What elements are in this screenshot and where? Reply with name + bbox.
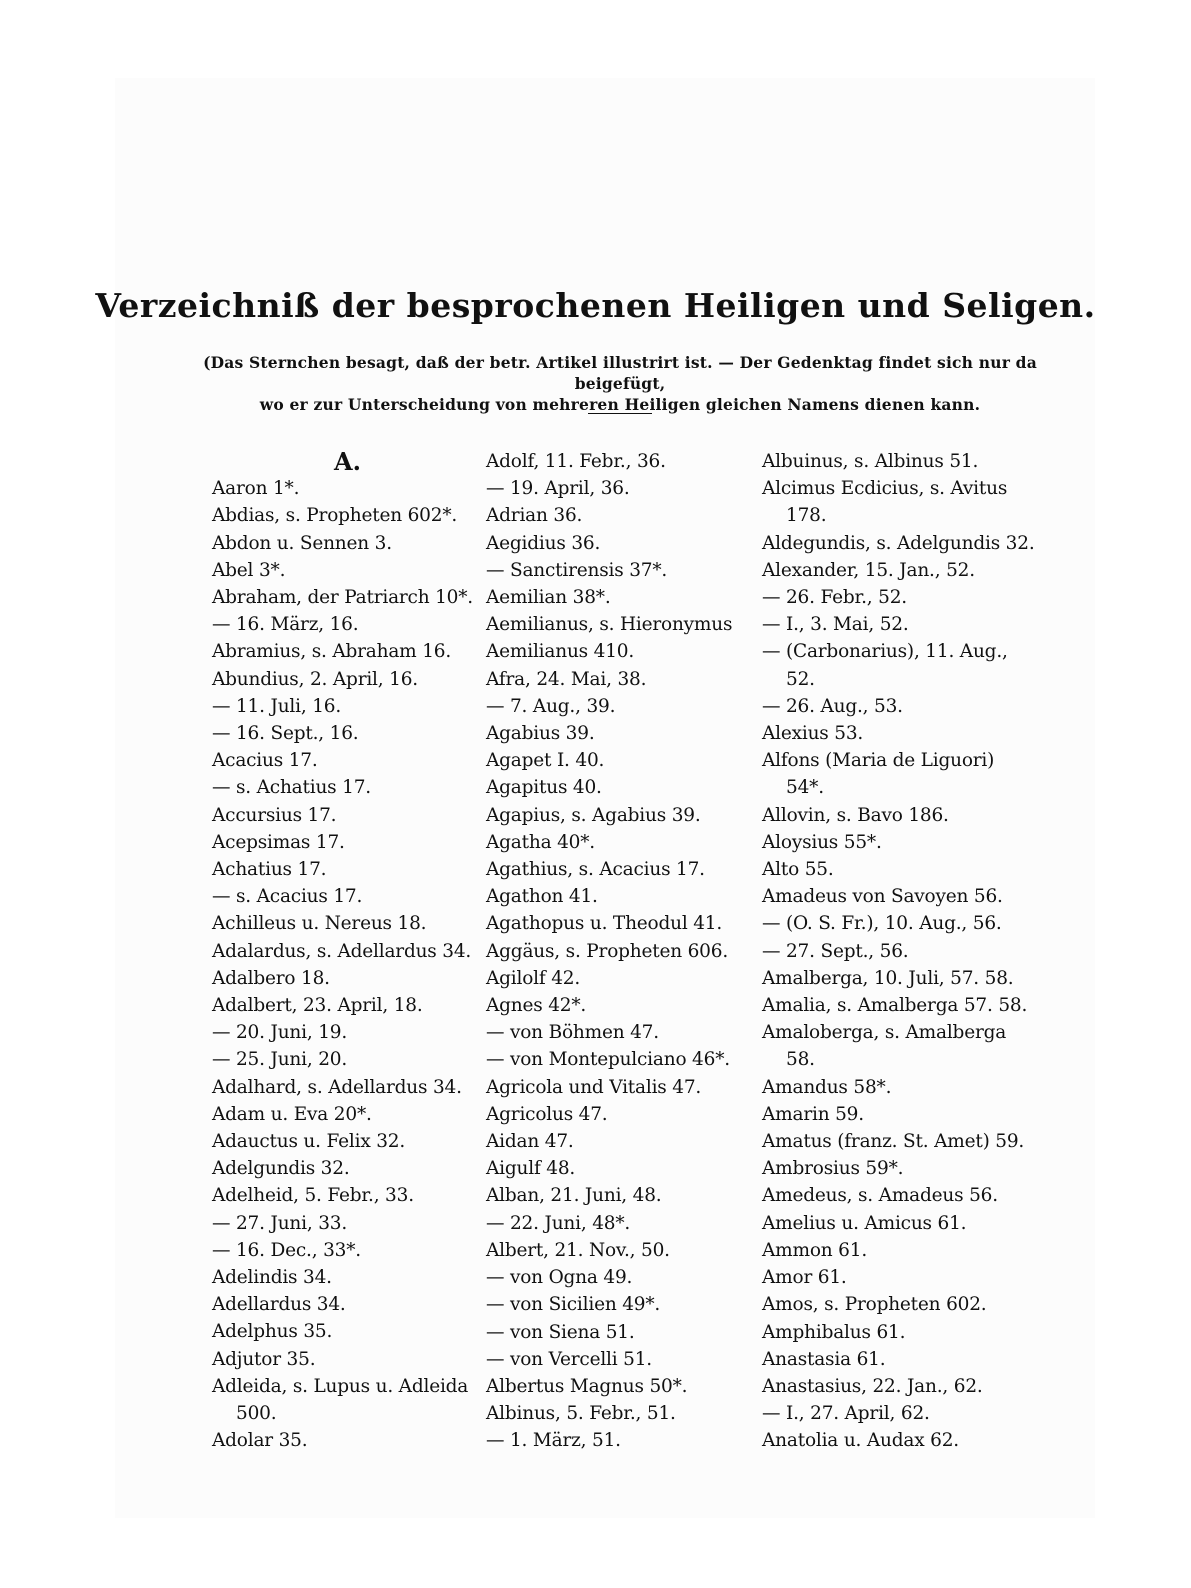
index-entry: Amedeus, s. Amadeus 56.: [762, 1185, 998, 1207]
index-entry: Anastasius, 22. Jan., 62.: [762, 1375, 983, 1397]
index-entry: Adleida, s. Lupus u. Adleida: [212, 1375, 469, 1397]
index-entry: — s. Achatius 17.: [212, 777, 371, 799]
index-entry: Aldegundis, s. Adelgundis 32.: [762, 532, 1035, 554]
index-entry: Amelius u. Amicus 61.: [762, 1212, 967, 1234]
entry-list: [212, 475, 492, 1454]
index-entry: Agathopus u. Theodul 41.: [486, 913, 723, 935]
index-entry: — 22. Juni, 48*.: [486, 1212, 631, 1234]
index-entry: — 7. Aug., 39.: [486, 695, 616, 717]
index-entry: — 26. Aug., 53.: [762, 695, 903, 717]
index-entry: — 19. April, 36.: [486, 478, 630, 500]
index-entry: — von Siena 51.: [486, 1321, 635, 1343]
index-entry: Agricola und Vitalis 47.: [486, 1076, 702, 1098]
index-entry: Acacius 17.: [212, 750, 318, 772]
index-entry: Abdias, s. Propheten 602*.: [212, 505, 458, 527]
index-entry: Aigulf 48.: [486, 1158, 576, 1180]
index-entry: Amphibalus 61.: [762, 1321, 906, 1343]
index-entry: — 16. Dec., 33*.: [212, 1239, 361, 1261]
index-entry: — s. Acacius 17.: [212, 886, 363, 908]
index-entry: Alexander, 15. Jan., 52.: [762, 559, 975, 581]
index-entry: Aggäus, s. Propheten 606.: [486, 940, 729, 962]
explanatory-note: [200, 352, 1040, 415]
section-letter: A.: [334, 447, 361, 476]
index-entry: Adalardus, s. Adellardus 34.: [212, 940, 472, 962]
index-column-2: [486, 448, 766, 1455]
index-entry: Achatius 17.: [212, 859, 327, 881]
index-entry: Abel 3*.: [212, 559, 286, 581]
index-entry: Aidan 47.: [486, 1131, 574, 1153]
entry-list: [762, 448, 1042, 1455]
index-entry: Agapitus 40.: [486, 777, 602, 799]
index-entry: — 16. März, 16.: [212, 614, 359, 636]
index-entry: Adelgundis 32.: [212, 1158, 350, 1180]
index-entry: Albert, 21. Nov., 50.: [486, 1239, 670, 1261]
index-entry: 178.: [786, 505, 827, 527]
index-entry: Anatolia u. Audax 62.: [762, 1430, 959, 1452]
index-entry: Amos, s. Propheten 602.: [762, 1294, 987, 1316]
page-title: Verzeichniß der besprochenen Heiligen und Seligen.: [95, 286, 1096, 325]
index-entry: Alto 55.: [762, 859, 834, 881]
index-entry: — Sanctirensis 37*.: [486, 559, 668, 581]
index-entry: Amaloberga, s. Amalberga: [762, 1022, 1007, 1044]
index-entry: Adelheid, 5. Febr., 33.: [212, 1185, 414, 1207]
index-entry: — 1. März, 51.: [486, 1430, 621, 1452]
index-entry: — von Sicilien 49*.: [486, 1294, 661, 1316]
index-entry: Amor 61.: [762, 1267, 847, 1289]
index-entry: Afra, 24. Mai, 38.: [486, 668, 647, 690]
index-entry: Accursius 17.: [212, 804, 337, 826]
index-entry: Ammon 61.: [762, 1239, 867, 1261]
index-column-1: [212, 448, 492, 1455]
index-entry: 500.: [236, 1403, 277, 1425]
index-entry: Amandus 58*.: [762, 1076, 892, 1098]
note-line-2: wo er zur Unterscheidung von mehreren Heiligen gleichen Namens dienen kann.: [259, 395, 981, 414]
index-entry: Adjutor 35.: [212, 1348, 316, 1370]
index-entry: Alfons (Maria de Liguori): [762, 750, 995, 772]
index-entry: Abundius, 2. April, 16.: [212, 668, 418, 690]
index-entry: 54*.: [786, 777, 824, 799]
index-entry: Adalhard, s. Adellardus 34.: [212, 1076, 462, 1098]
index-entry: Adrian 36.: [486, 505, 583, 527]
index-entry: Acepsimas 17.: [212, 831, 345, 853]
index-entry: Amadeus von Savoyen 56.: [762, 886, 1003, 908]
index-entry: Albuinus, s. Albinus 51.: [762, 451, 979, 472]
index-entry: Amalberga, 10. Juli, 57. 58.: [762, 967, 1014, 989]
index-entry: Adalbero 18.: [212, 967, 330, 989]
note-line-1: (Das Sternchen besagt, daß der betr. Artikel illustrirt ist. — Der Gedenktag findet sich nur da beigefügt,: [203, 353, 1037, 393]
index-entry: Adolf, 11. Febr., 36.: [486, 451, 666, 472]
index-entry: — von Montepulciano 46*.: [486, 1049, 730, 1071]
index-entry: Adam u. Eva 20*.: [212, 1103, 372, 1125]
index-entry: — I., 27. April, 62.: [762, 1403, 930, 1425]
index-entry: Agilolf 42.: [486, 967, 581, 989]
index-entry: Aaron 1*.: [212, 478, 300, 500]
index-entry: Adauctus u. Felix 32.: [212, 1131, 406, 1153]
index-entry: Abraham, der Patriarch 10*.: [212, 587, 473, 608]
index-entry: Amarin 59.: [762, 1103, 864, 1125]
index-entry: Alban, 21. Juni, 48.: [486, 1185, 662, 1207]
index-entry: Agathius, s. Acacius 17.: [486, 859, 705, 881]
index-entry: — 27. Sept., 56.: [762, 940, 909, 962]
index-entry: Agricolus 47.: [486, 1103, 608, 1125]
index-entry: Aloysius 55*.: [762, 831, 882, 853]
index-entry: Alexius 53.: [762, 723, 864, 745]
index-entry: Alcimus Ecdicius, s. Avitus: [762, 478, 1008, 500]
index-entry: Adelindis 34.: [212, 1267, 332, 1289]
index-entry: Allovin, s. Bavo 186.: [762, 804, 949, 826]
index-entry: Albinus, 5. Febr., 51.: [486, 1403, 676, 1425]
index-entry: — von Böhmen 47.: [486, 1022, 659, 1044]
index-entry: 52.: [786, 668, 815, 690]
index-entry: — 25. Juni, 20.: [212, 1049, 348, 1071]
index-entry: Aegidius 36.: [486, 532, 601, 554]
index-entry: Agathon 41.: [486, 886, 598, 908]
index-entry: Agabius 39.: [486, 723, 595, 745]
index-entry: — 27. Juni, 33.: [212, 1212, 348, 1234]
index-entry: Achilleus u. Nereus 18.: [212, 913, 427, 935]
index-entry: Adelphus 35.: [212, 1321, 333, 1343]
index-entry: Agapius, s. Agabius 39.: [486, 804, 701, 826]
index-entry: Adalbert, 23. April, 18.: [212, 995, 423, 1017]
index-entry: — 20. Juni, 19.: [212, 1022, 348, 1044]
index-entry: — von Ogna 49.: [486, 1267, 633, 1289]
index-entry: — (O. S. Fr.), 10. Aug., 56.: [762, 913, 1002, 935]
separator-rule: [588, 413, 652, 414]
index-entry: — (Carbonarius), 11. Aug.,: [762, 641, 1008, 663]
entry-list: [486, 448, 766, 1455]
index-entry: — I., 3. Mai, 52.: [762, 614, 909, 636]
index-entry: Albertus Magnus 50*.: [486, 1375, 688, 1397]
index-entry: 58.: [786, 1049, 815, 1071]
index-entry: Abdon u. Sennen 3.: [212, 532, 392, 554]
index-entry: — 16. Sept., 16.: [212, 723, 359, 745]
index-entry: Abramius, s. Abraham 16.: [212, 641, 452, 663]
index-entry: Aemilianus 410.: [486, 641, 635, 663]
index-entry: — 11. Juli, 16.: [212, 695, 342, 717]
index-entry: Adolar 35.: [212, 1430, 308, 1452]
index-entry: Aemilian 38*.: [486, 587, 611, 609]
index-entry: Agnes 42*.: [486, 995, 587, 1017]
index-entry: — 26. Febr., 52.: [762, 587, 907, 609]
index-entry: Aemilianus, s. Hieronymus: [486, 614, 733, 636]
index-entry: Agapet I. 40.: [486, 750, 605, 772]
index-entry: Adellardus 34.: [212, 1294, 346, 1316]
index-entry: Ambrosius 59*.: [762, 1158, 904, 1180]
index-column-3: [762, 448, 1042, 1455]
index-entry: Anastasia 61.: [762, 1348, 886, 1370]
index-entry: Amatus (franz. St. Amet) 59.: [762, 1131, 1025, 1153]
index-entry: Agatha 40*.: [486, 831, 595, 853]
index-entry: — von Vercelli 51.: [486, 1348, 652, 1370]
index-entry: Amalia, s. Amalberga 57. 58.: [762, 995, 1028, 1017]
